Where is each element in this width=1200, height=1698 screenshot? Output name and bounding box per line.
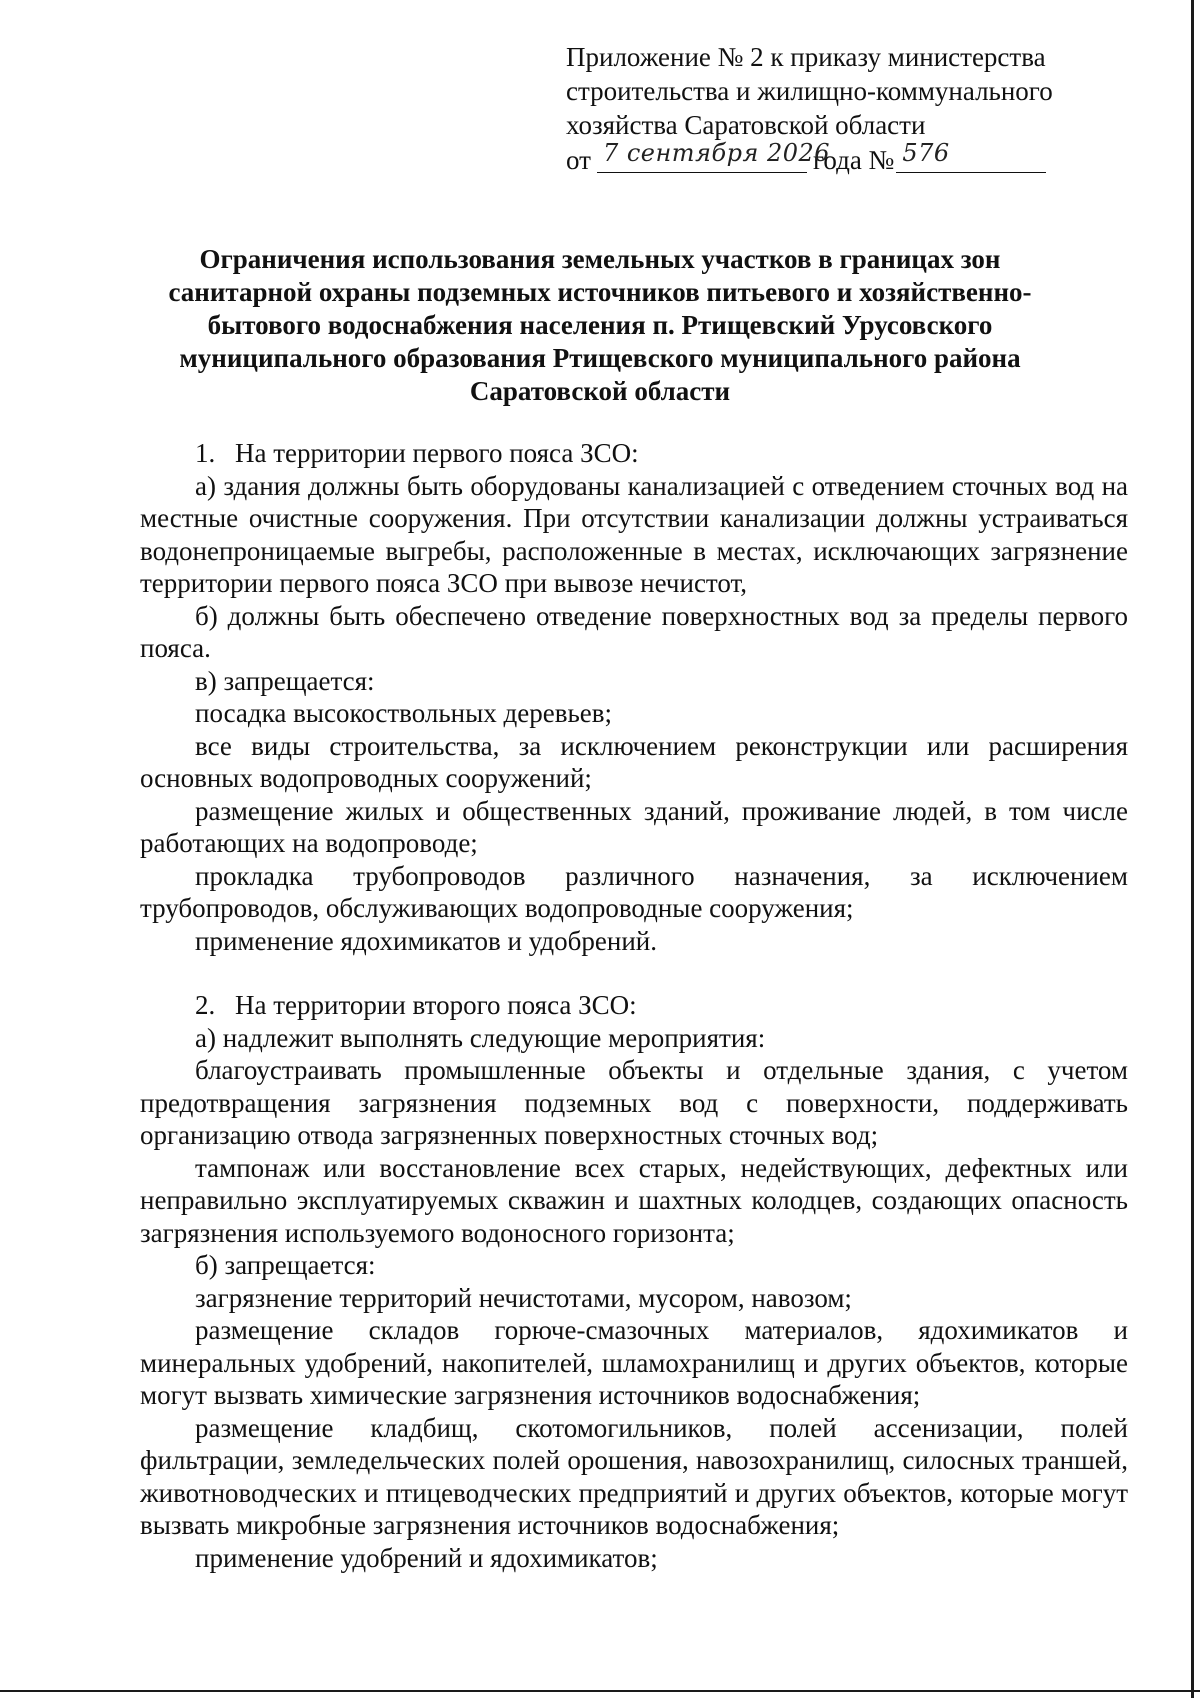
title-line-3: бытового водоснабжения населения п. Ртищевский Урусовского bbox=[207, 310, 993, 340]
section-2-prohibition: размещение складов горюче-смазочных материалов, ядохимикатов и минеральных удобрений, накопителей, шламохранилищ и других объектов, которые могут вызвать химические загрязнения источников водоснабжения; bbox=[140, 1315, 1128, 1410]
scan-edge-bottom bbox=[0, 1690, 1200, 1692]
section-1-prohibition: прокладка трубопроводов различного назначения, за исключением трубопроводов, обслуживающих водопроводные сооружения; bbox=[140, 860, 1128, 923]
section-2-heading: 2. На территории второго пояса ЗСО: bbox=[195, 990, 637, 1020]
section-2-item-b: б) запрещается: bbox=[195, 1250, 376, 1280]
section-1-number: 1. bbox=[195, 438, 216, 468]
section-1-heading: 1. На территории первого пояса ЗСО: bbox=[195, 438, 639, 468]
year-number-label: года № bbox=[812, 145, 895, 175]
section-2-prohibition: применение удобрений и ядохимикатов; bbox=[195, 1542, 658, 1573]
section-2-measure: благоустраивать промышленные объекты и отдельные здания, с учетом предотвращения загрязнения подземных вод с поверхности, поддерживать организацию отвода загрязненных поверхностных сточных вод; bbox=[140, 1055, 1128, 1150]
section-1-prohibition: размещение жилых и общественных зданий, проживание людей, в том числе работающих на водопроводе; bbox=[140, 795, 1128, 858]
handwritten-number: 576 bbox=[902, 139, 950, 167]
section-1-item-c: в) запрещается: bbox=[195, 665, 375, 696]
scan-edge-right bbox=[1191, 0, 1194, 1698]
title-line-4: муниципального образования Ртищевского муниципального района bbox=[179, 343, 1021, 373]
section-1-item-b: б) должны быть обеспечено отведение поверхностных вод за пределы первого пояса. bbox=[140, 600, 1128, 663]
document-body bbox=[140, 437, 1128, 1574]
title-line-1: Ограничения использования земельных участков в границах зон bbox=[199, 244, 1001, 274]
section-1-prohibition: посадка высокоствольных деревьев; bbox=[195, 698, 613, 728]
date-field bbox=[597, 139, 831, 173]
section-2-number: 2. bbox=[195, 990, 216, 1020]
from-label: от bbox=[566, 145, 591, 175]
document-title bbox=[150, 243, 1050, 408]
section-gap bbox=[140, 957, 1128, 989]
approval-header bbox=[566, 40, 1086, 177]
number-field bbox=[896, 139, 1046, 173]
section-2-measure: тампонаж или восстановление всех старых, недействующих, дефектных или неправильно эксплуатируемых скважин и шахтных колодцев, создающих опасность загрязнения используемого водоносного горизонта; bbox=[140, 1152, 1128, 1248]
section-2-item-a: а) надлежит выполнять следующие мероприятия: bbox=[195, 1022, 766, 1053]
header-line-2: строительства и жилищно-коммунального bbox=[566, 76, 1053, 106]
handwritten-date: 7 сентября 2026 bbox=[602, 139, 831, 167]
header-line-3: хозяйства Саратовской области bbox=[566, 110, 926, 140]
header-line-1: Приложение № 2 к приказу министерства bbox=[566, 42, 1046, 72]
section-2-prohibition: загрязнение территорий нечистотами, мусором, навозом; bbox=[195, 1282, 852, 1313]
order-date-number-line bbox=[566, 139, 1086, 177]
section-1-prohibition: все виды строительства, за исключением реконструкции или расширения основных водопроводных сооружений; bbox=[140, 730, 1128, 793]
section-1-prohibition: применение ядохимикатов и удобрений. bbox=[195, 925, 657, 956]
title-line-2: санитарной охраны подземных источников питьевого и хозяйственно- bbox=[168, 277, 1032, 307]
title-line-5: Саратовской области bbox=[469, 376, 731, 406]
section-2-prohibition: размещение кладбищ, скотомогильников, полей ассенизации, полей фильтрации, земледельческих полей орошения, навозохранилищ, силосных траншей, животноводческих и птицеводческих предприятий и других объектов, которые могут вызвать микробные загрязнения источников водоснабжения; bbox=[140, 1412, 1128, 1540]
section-1-item-a: а) здания должны быть оборудованы канализацией с отведением сточных вод на местные очистные сооружения. При отсутствии канализации должны устраиваться водонепроницаемые выгребы, расположенные в местах, исключающих загрязнение территории первого пояса ЗСО при вывозе нечистот, bbox=[140, 470, 1128, 598]
